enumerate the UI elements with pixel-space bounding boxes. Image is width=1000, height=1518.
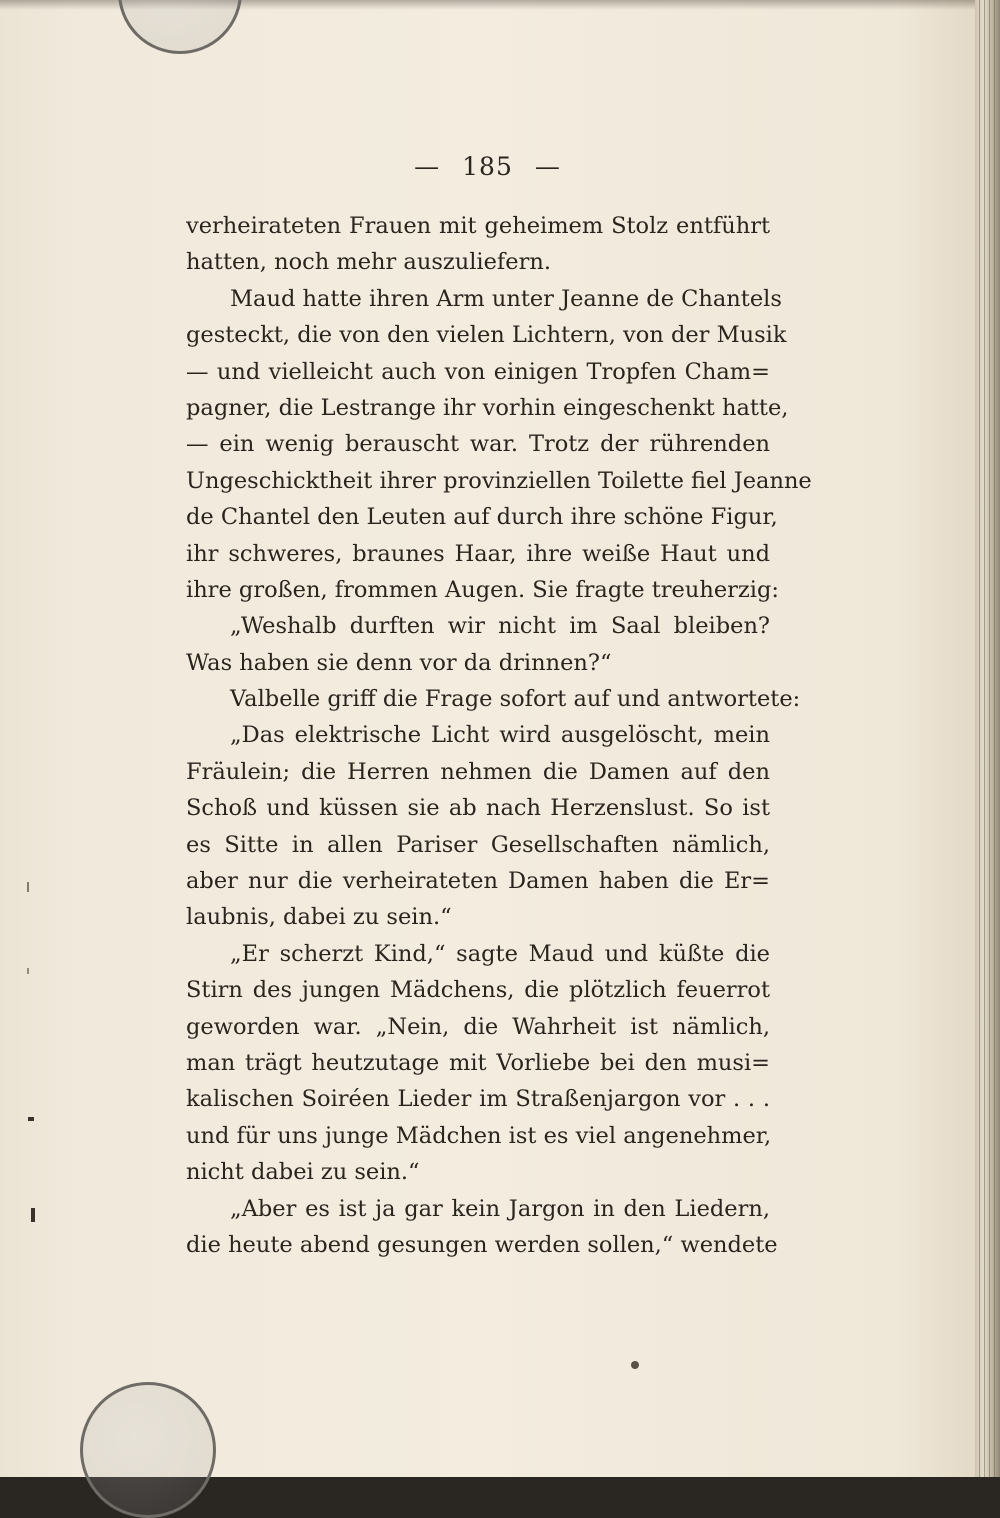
text-line: de Chantel den Leuten auf durch ihre schöne Figur,	[186, 504, 778, 531]
text-line: geworden war. „Nein, die Wahrheit ist nämlich,	[186, 1013, 770, 1040]
text-line: — und vielleicht auch von einigen Tropfen Cham=	[186, 358, 770, 385]
text-line: es Sitte in allen Pariser Gesellschaften nämlich,	[186, 831, 770, 858]
text-line: verheirateten Frauen mit geheimem Stolz entführt	[186, 213, 770, 239]
paper-speck	[631, 1361, 639, 1369]
text-line: Maud hatte ihren Arm unter Jeanne de Chantels	[230, 285, 782, 312]
page-number: 185	[462, 152, 513, 181]
text-line: Fräulein; die Herren nehmen die Damen auf den	[186, 758, 770, 785]
text-line: „Weshalb durften wir nicht im Saal bleiben?	[230, 613, 770, 640]
text-line: Ungeschicktheit ihrer provinziellen Toilette fiel Jeanne	[186, 467, 812, 494]
text-line: Was haben sie denn vor da drinnen?“	[186, 649, 612, 676]
page-edge	[975, 0, 1000, 1477]
text-line: hatten, noch mehr auszuliefern.	[186, 249, 551, 276]
text-line: man trägt heutzutage mit Vorliebe bei den musi=	[186, 1049, 770, 1076]
margin-mark	[28, 1117, 34, 1121]
text-line: kalischen Soiréen Lieder im Straßenjargon vor . . .	[186, 1086, 770, 1113]
text-line: „Aber es ist ja gar kein Jargon in den Liedern,	[230, 1195, 770, 1222]
text-line: aber nur die verheirateten Damen haben die Er=	[186, 868, 770, 895]
text-line: gesteckt, die von den vielen Lichtern, von der Musik	[186, 322, 787, 349]
text-line: laubnis, dabei zu sein.“	[186, 904, 452, 931]
margin-mark	[27, 882, 29, 892]
body-text	[186, 208, 812, 1263]
text-line: und für uns junge Mädchen ist es viel angenehmer,	[186, 1122, 772, 1149]
text-line: ihr schweres, braunes Haar, ihre weiße Haut und	[186, 540, 770, 567]
page-number-line	[0, 152, 975, 181]
text-line: Valbelle griff die Frage sofort auf und antwortete:	[230, 686, 801, 713]
page-number-dash-right: —	[534, 152, 561, 181]
text-line: Schoß und küssen sie ab nach Herzenslust. So ist	[186, 795, 770, 822]
text-line: ihre großen, frommen Augen. Sie fragte treuherzig:	[186, 576, 779, 603]
text-line: „Er scherzt Kind,“ sagte Maud und küßte die	[230, 940, 770, 967]
text-line: — ein wenig berauscht war. Trotz der rührenden	[186, 431, 770, 458]
text-line: „Das elektrische Licht wird ausgelöscht, mein	[230, 722, 770, 749]
text-line: die heute abend gesungen werden sollen,“ wendete	[186, 1231, 778, 1258]
text-line: nicht dabei zu sein.“	[186, 1159, 420, 1186]
margin-mark	[27, 968, 29, 974]
text-line: pagner, die Lestrange ihr vorhin eingeschenkt hatte,	[186, 394, 789, 421]
paper-clip-bottom	[80, 1382, 216, 1518]
margin-mark	[31, 1208, 35, 1222]
page-number-dash-left: —	[414, 152, 441, 181]
text-line: Stirn des jungen Mädchens, die plötzlich feuerrot	[186, 977, 770, 1004]
